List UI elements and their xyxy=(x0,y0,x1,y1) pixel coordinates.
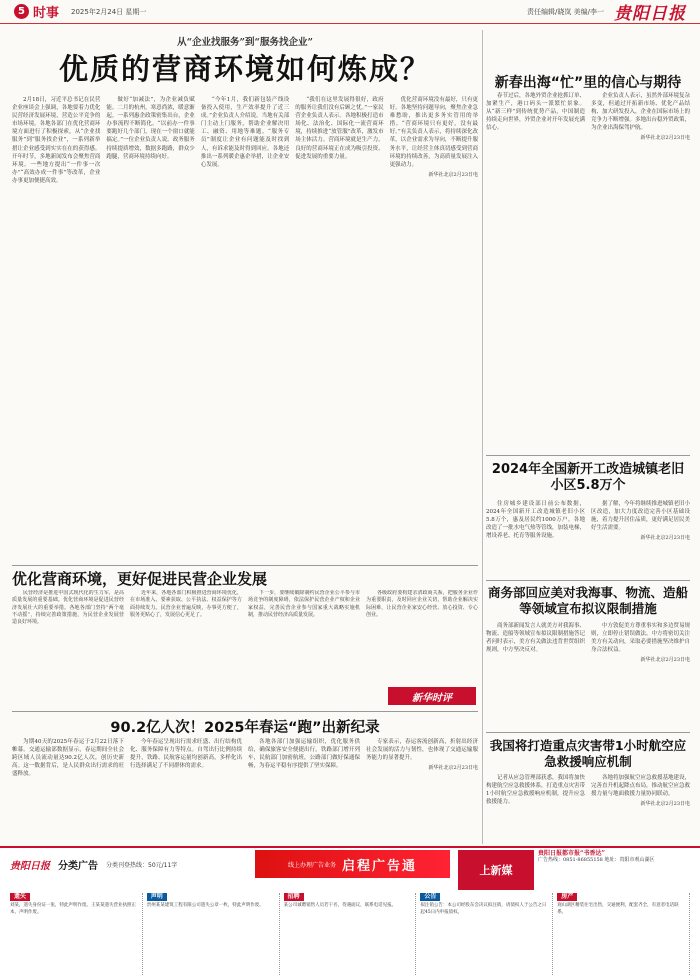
page-number: 5 xyxy=(14,4,29,19)
ad-cell xyxy=(284,893,417,975)
lead-byline: 新华社北京2月23日电 xyxy=(428,171,479,178)
lead-column: 优化营商环境没有最好，只有更好。各地坚持问题导向，聚焦企业急难愁盼，推出更多务实管用的举措。“营商环境只有更好，没有最好。”有关负责人表示，将持续深化改革，以企业需求为导向，不断提升服务水平，让经营主体真切感受到营商环境的持续改善，为高质量发展注入更强动力。 新华社北京2月23日电 xyxy=(389,97,479,178)
ad-label: 招聘 xyxy=(284,893,304,901)
masthead-logo: 贵阳日报 xyxy=(614,4,686,24)
right-article4-column: 各地将加强航空应急救援基地建设，完善直升机起降点布局，推动航空应急救援力量与地面救援力量协同联动。 新华社北京2月23日电 xyxy=(591,775,690,808)
ad-label: 声明 xyxy=(147,893,167,901)
right-article1-column: 企业负责人表示，虽然外部环境复杂多变，但通过开拓新市场、优化产品结构、加大研发投入，企业在国际市场上的竞争力不断增强。多地出台稳外贸政策，为企业出海保驾护航。 新华社北京2月23日电 xyxy=(591,93,690,142)
ads-title: 分类广告 xyxy=(58,860,98,872)
right-article2-headline: 2024年全国新开工改造城镇老旧小区5.8万个 xyxy=(491,462,685,493)
second-column: 近年来，各地各部门积极推进营商环境优化，在市场准入、要素获取、公平执法、权益保护等方面持续发力。民营企业普遍反映，办事更方便了，服务更贴心了，发展信心更足了。 xyxy=(130,590,242,618)
ad-text: 观山湖区精装住宅出售，交通便利，配套齐全，有意者电话联系。 xyxy=(557,903,679,915)
ad-cell xyxy=(420,893,553,975)
right-article4-byline: 新华社北京2月23日电 xyxy=(640,801,690,808)
third-column: 专家表示，春运客流创新高，折射出经济社会发展的活力与韧性，也体现了交通运输服务能力的显著提升。 新华社北京2月23日电 xyxy=(366,739,478,772)
right-article2-byline: 新华社北京2月23日电 xyxy=(640,535,690,542)
ad-text: 贵州某某建筑工程有限公司遗失公章一枚，特此声明作废。 xyxy=(146,903,264,909)
section-divider xyxy=(12,565,478,566)
ads-contact-title: 贵阳日报都市报“书香达” xyxy=(538,850,605,857)
ad-cell xyxy=(147,893,280,975)
editor-credit: 责任编辑/晓岚 美编/李一 xyxy=(527,7,604,16)
ad-text: 刘某，遗失身份证一张，特此声明作废。王某某遗失营业执照正本，声明作废。 xyxy=(10,903,136,915)
xinhua-commentary-badge: 新华时评 xyxy=(388,687,476,705)
lead-column: 做好“加减法”，为企业减负赋能。二月的杭州，寒意尚浓，暖意渐起。一系列惠企政策密集出台，企业办事流程不断简化。“以前办一件事要跑好几个部门，现在一个窗口就能搞定。”一位企业负责人说。政务服务持续提质增效，数据多跑路，群众少跑腿，营商环境持续向好。 xyxy=(106,97,195,160)
right-article3-columns xyxy=(486,622,690,727)
right-article4-column: 记者从应急管理部获悉，我国将加快构建航空应急救援体系，打造重点灾害带1小时航空应急救援响应机制，提升应急救援能力。 xyxy=(486,775,585,806)
right-article2-columns xyxy=(486,500,690,578)
right-article3-headline: 商务部回应美对我海事、物流、造船等领域宣布拟议限制措施 xyxy=(487,585,688,616)
second-column: 各级政府要构建亲清政商关系，把服务企业作为重要职责，及时回应企业关切，帮助企业解决实际困难，让民营企业家安心经营、放心投资、专心创业。 xyxy=(366,590,478,618)
ads-grid xyxy=(10,893,690,975)
page-number-group xyxy=(14,2,59,21)
lead-kicker: 从“企业找服务”到“服务找企业” xyxy=(177,37,313,48)
third-byline: 新华社北京2月23日电 xyxy=(428,765,478,772)
issue-date: 2025年2月24日 星期一 xyxy=(71,7,147,16)
third-column: 各地各部门加强运输组织，优化服务供给，确保旅客安全便捷出行。铁路部门增开列车，民航部门加密航班，公路部门做好保通保畅，为春运平稳有序提供了坚实保障。 xyxy=(248,739,360,770)
ad-text: 拟注销公告：本公司经股东会决议拟注销，请债权人于公告之日起45日内申报债权。 xyxy=(420,903,547,915)
second-column: 下一步，要继续破除制约民营企业公平参与市场竞争的制度障碍，依法保护民营企业产权和企业家权益，完善民营企业参与国家重大战略实施机制，推动民营经济高质量发展。 xyxy=(248,590,360,618)
column-divider xyxy=(482,30,483,844)
page-header xyxy=(0,0,700,24)
new-media-badge: 上新媒 xyxy=(458,850,534,890)
section-divider xyxy=(486,580,690,581)
ads-contact-text: 广告热线：0851-86855158 地址：贵阳市观山湖区 xyxy=(538,857,655,863)
ads-hotline: 分类刊登热线：50元/11字 xyxy=(106,861,178,869)
right-article2-column: 据了解，今年将继续推进城镇老旧小区改造，加大力度改造完善小区基础设施，着力提升居住品质，更好满足居民美好生活需要。 新华社北京2月23日电 xyxy=(591,501,690,542)
lead-column: “我们在这里发展得很好，政府的服务让我们没有后顾之忧。”一家民营企业负责人表示。各地积极打造市场化、法治化、国际化一流营商环境，持续推进“放管服”改革，激发市场主体活力。营商环境就是生产力，良好的营商环境正在成为吸引投资、促进发展的重要力量。 xyxy=(295,97,384,160)
lead-article xyxy=(12,30,478,566)
lead-columns xyxy=(12,96,478,564)
right-article3-column: 商务部新闻发言人就美方对我海事、物流、造船等领域宣布拟议限制措施答记者问时表示，美方有关做法违背世贸组织规则，中方坚决反对。 xyxy=(486,623,585,654)
lead-headline: 优质的营商环境如何炼成？ xyxy=(58,52,431,86)
ads-banner xyxy=(255,850,450,878)
section-divider xyxy=(486,455,690,456)
ad-text: 某公司诚聘销售人员若干名，待遇面议，联系电话见报。 xyxy=(283,903,397,909)
lead-column: 2月18日，习近平总书记在民营企业座谈会上强调，各地要着力优化民营经济发展环境，营造公平竞争的市场环境。各地各部门在优化营商环境方面进行了积极探索，从“企业找服务”到“服务找企业”，一系列新举措让企业感受到实实在在的获得感。开年时节，多地新闻发布会聚焦营商环境。一些地方提出“一件事一次办”“高效办成一件事”等改革，企业办事更加便捷高效。 xyxy=(12,97,101,184)
right-article4-headline: 我国将打造重点灾害带1小时航空应急救援响应机制 xyxy=(489,738,687,769)
ads-banner-big: 启程广告通 xyxy=(342,858,418,874)
ad-cell xyxy=(557,893,690,975)
second-headline: 优化营商环境，更好促进民营企业发展 xyxy=(12,570,268,588)
ad-label: 房产 xyxy=(557,893,577,901)
ads-logo: 贵阳日报 xyxy=(10,860,50,872)
lead-column: “今年1月，我们新包装产线设备投入使用，生产效率提升了近三成。”企业负责人介绍说。当地有关部门主动上门服务，帮助企业解决用工、融资、用地等难题。“服务专员”制度让企业有问题能及时找到人，有诉求能及时得到回应。各地还推出一系列暖企惠企举措，让企业安心发展。 xyxy=(200,97,290,168)
ad-label: 公告 xyxy=(420,893,440,901)
right-article4-columns xyxy=(486,774,690,844)
section-divider xyxy=(486,732,690,733)
right-article1-headline: 新春出海“忙”里的信心与期待 xyxy=(494,75,682,91)
ad-cell xyxy=(10,893,143,975)
third-columns xyxy=(12,738,478,844)
ad-label: 遗失 xyxy=(10,893,30,901)
right-article3-column: 中方敦促美方尊重事实和多边贸易规则，立即停止错误做法。中方将密切关注美方有关动向，采取必要措施坚决维护自身合法权益。 新华社北京2月23日电 xyxy=(591,623,690,664)
section-divider xyxy=(12,711,478,712)
right-article2-column: 住房城乡建设部日前公布数据，2024年全国新开工改造城镇老旧小区5.8万个，惠及居民约1000万户。各地改造了一批水电气热等管线，加装电梯，增设养老、托育等服务设施。 xyxy=(486,501,585,540)
third-headline: 90.2亿人次！2025年春运“跑”出新纪录 xyxy=(110,720,380,736)
section-name: 时事 xyxy=(33,6,60,21)
ads-contact xyxy=(538,850,690,890)
ads-banner-small: 线上办理广告业务 xyxy=(287,861,336,869)
right-article3-byline: 新华社北京2月23日电 xyxy=(640,657,690,664)
third-column: 今年春运呈现出行需求旺盛、出行结构优化、服务保障有力等特点。自驾出行比例持续提升，铁路、民航客运量均创新高，多样化出行选择满足了不同群体的需求。 xyxy=(130,739,242,770)
ads-header xyxy=(10,850,177,878)
right-article1-byline: 新华社北京2月23日电 xyxy=(640,135,690,142)
second-column: 民营经济是推进中国式现代化的生力军，是高质量发展的重要基础。优化营商环境是促进民营经济发展壮大的重要举措。各地各部门坚持“两个毫不动摇”，持续完善政策措施，为民营企业发展营造良好环境。 xyxy=(12,590,124,626)
right-article1-columns xyxy=(486,92,690,437)
third-column: 为期40天的2025年春运于2月22日落下帷幕。交通运输部数据显示，春运期间全社会跨区域人员流动量达90.2亿人次，创历史新高。这一数据背后，是人民群众出行需求的旺盛释放。 xyxy=(12,739,124,778)
right-article1-column: 春节过后，各地外贸企业抢抓订单、加紧生产，港口码头一派繁忙景象。从“新三样”到传统优势产品，中国制造持续走向世界，外贸企业对开年发展充满信心。 xyxy=(486,93,585,132)
